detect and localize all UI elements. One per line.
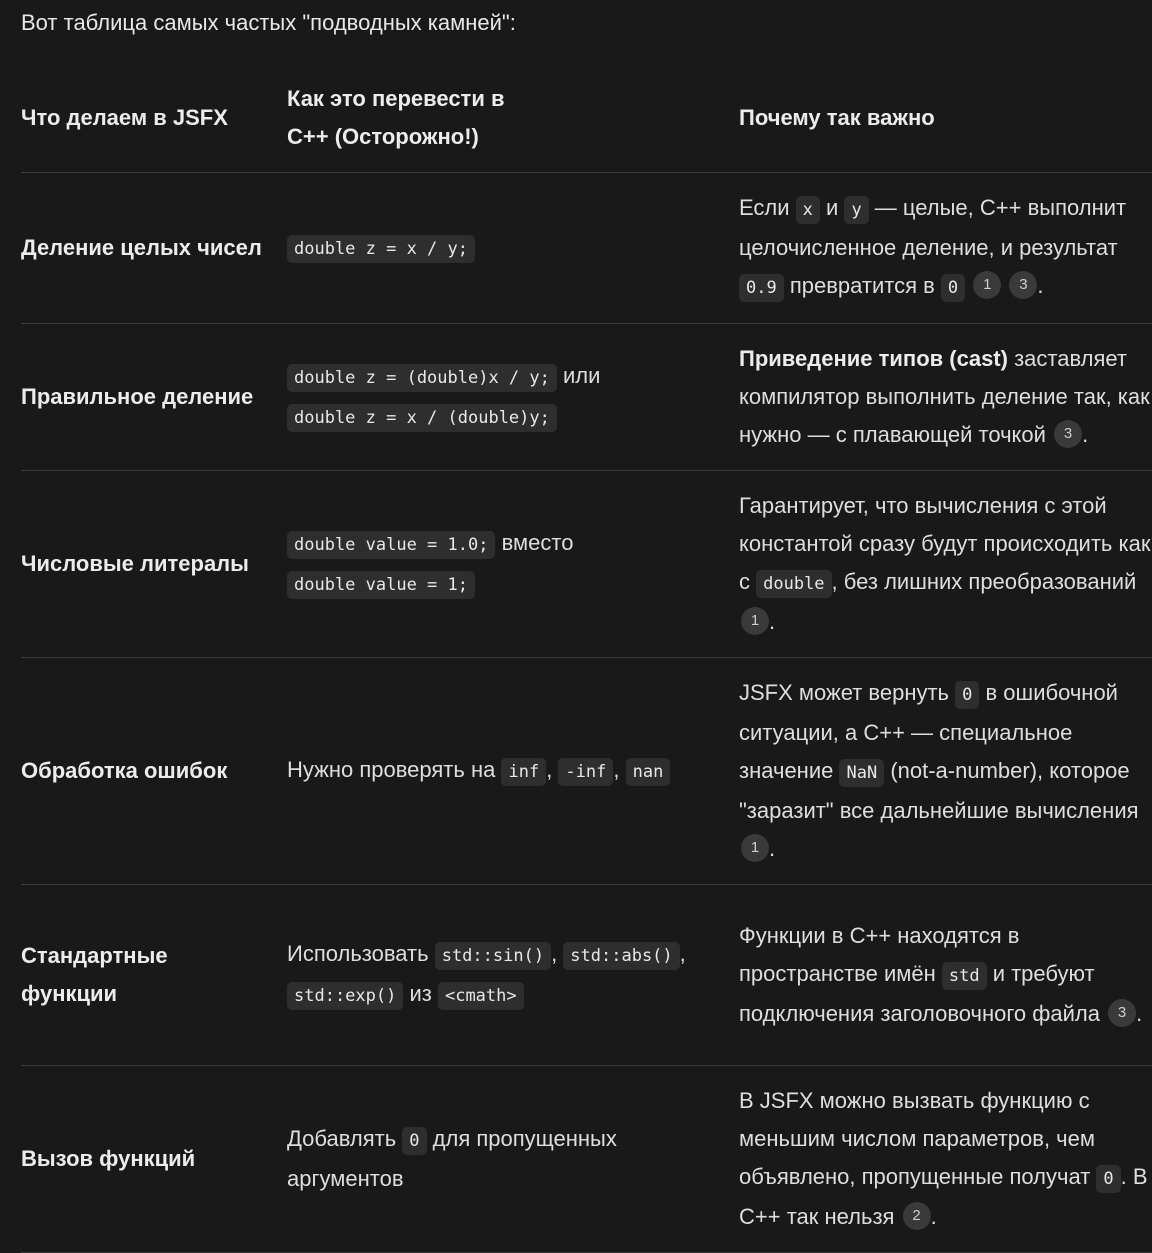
table-row bbox=[21, 471, 1152, 658]
row-name: Обработка ошибок bbox=[21, 758, 228, 783]
code-inline: std::exp() bbox=[287, 982, 403, 1010]
row-name: Деление целых чисел bbox=[21, 235, 262, 260]
code-inline: inf bbox=[501, 758, 546, 786]
row-name: Правильное деление bbox=[21, 384, 254, 409]
code-inline: std::abs() bbox=[563, 942, 679, 970]
row-name: Стандартные функции bbox=[21, 943, 168, 1006]
row-why: Гарантирует, что вычисления с этой константой сразу будут происходить как с double , без лишних преобразований 1 . bbox=[739, 493, 1151, 634]
code-inline: NaN bbox=[839, 759, 884, 787]
header-how: Как это перевести в C++ (Осторожно!) bbox=[287, 86, 505, 149]
code-snippet: double value = 1; bbox=[287, 571, 475, 599]
citation-badge[interactable]: 1 bbox=[973, 271, 1001, 299]
code-snippet: double value = 1.0; bbox=[287, 531, 495, 559]
row-why: Если x и y — целые, C++ выполнит целочисленное деление, и результат 0.9 превратится в 0 1 3 . bbox=[739, 173, 1152, 324]
row-why: В JSFX можно вызвать функцию с меньшим числом параметров, чем объявлено, пропущенные получат 0 . В C++ так нельзя 2 . bbox=[739, 1088, 1148, 1229]
row-how bbox=[287, 173, 739, 324]
code-inline: <cmath> bbox=[438, 982, 524, 1010]
citation-badge[interactable]: 1 bbox=[741, 834, 769, 862]
code-inline: 0 bbox=[941, 274, 965, 302]
header-why: Почему так важно bbox=[739, 105, 935, 130]
code-inline: x bbox=[796, 196, 820, 224]
row-how: Добавлять 0 для пропущенных аргументов bbox=[287, 1126, 617, 1191]
pitfalls-table bbox=[21, 64, 1152, 1253]
row-why: Приведение типов (cast) заставляет компилятор выполнить деление так, как нужно — с плавающей точкой 3 . bbox=[739, 346, 1150, 447]
code-inline: nan bbox=[626, 758, 671, 786]
code-snippet: double z = x / (double)y; bbox=[287, 404, 557, 432]
table-row bbox=[21, 324, 1152, 471]
table-row bbox=[21, 173, 1152, 324]
row-why: JSFX может вернуть 0 в ошибочной ситуации, а C++ — специальное значение NaN (not-a-number), которое "заразит" все дальнейшие вычисления 1 . bbox=[739, 680, 1139, 861]
code-inline: std::sin() bbox=[435, 942, 551, 970]
row-name: Вызов функций bbox=[21, 1146, 196, 1171]
citation-badge[interactable]: 3 bbox=[1108, 999, 1136, 1027]
bold-term: Приведение типов (cast) bbox=[739, 346, 1008, 371]
code-snippet: double z = x / y; bbox=[287, 235, 475, 263]
citation-badge[interactable]: 3 bbox=[1054, 420, 1082, 448]
table-row bbox=[21, 658, 1152, 885]
row-how: Использовать std::sin() , std::abs() , std::exp() из <cmath> bbox=[287, 885, 739, 1066]
citation-badge[interactable]: 3 bbox=[1009, 271, 1037, 299]
table-header-row bbox=[21, 64, 1152, 173]
code-inline: std bbox=[942, 962, 987, 990]
code-snippet: double z = (double)x / y; bbox=[287, 364, 557, 392]
code-inline: y bbox=[844, 196, 868, 224]
header-what: Что делаем в JSFX bbox=[21, 105, 228, 130]
row-why: Функции в C++ находятся в пространстве имён std и требуют подключения заголовочного файла 3 . bbox=[739, 923, 1143, 1026]
citation-badge[interactable]: 1 bbox=[741, 607, 769, 635]
citation-badge[interactable]: 2 bbox=[903, 1202, 931, 1230]
code-inline: 0 bbox=[955, 681, 979, 709]
table-row bbox=[21, 1066, 1152, 1253]
table-row bbox=[21, 885, 1152, 1066]
code-inline: 0.9 bbox=[739, 274, 784, 302]
code-inline: 0 bbox=[1096, 1165, 1120, 1193]
row-how: double z = (double)x / y; или double z = x / (double)y; bbox=[287, 324, 739, 471]
code-inline: double bbox=[756, 570, 831, 598]
row-how: double value = 1.0; вместо double value = 1; bbox=[287, 471, 739, 658]
code-inline: 0 bbox=[402, 1127, 426, 1155]
row-how: Нужно проверять на inf , -inf , nan bbox=[287, 658, 739, 885]
intro-text: Вот таблица самых частых "подводных камней": bbox=[21, 10, 516, 35]
row-name: Числовые литералы bbox=[21, 551, 249, 576]
code-inline: -inf bbox=[558, 758, 613, 786]
